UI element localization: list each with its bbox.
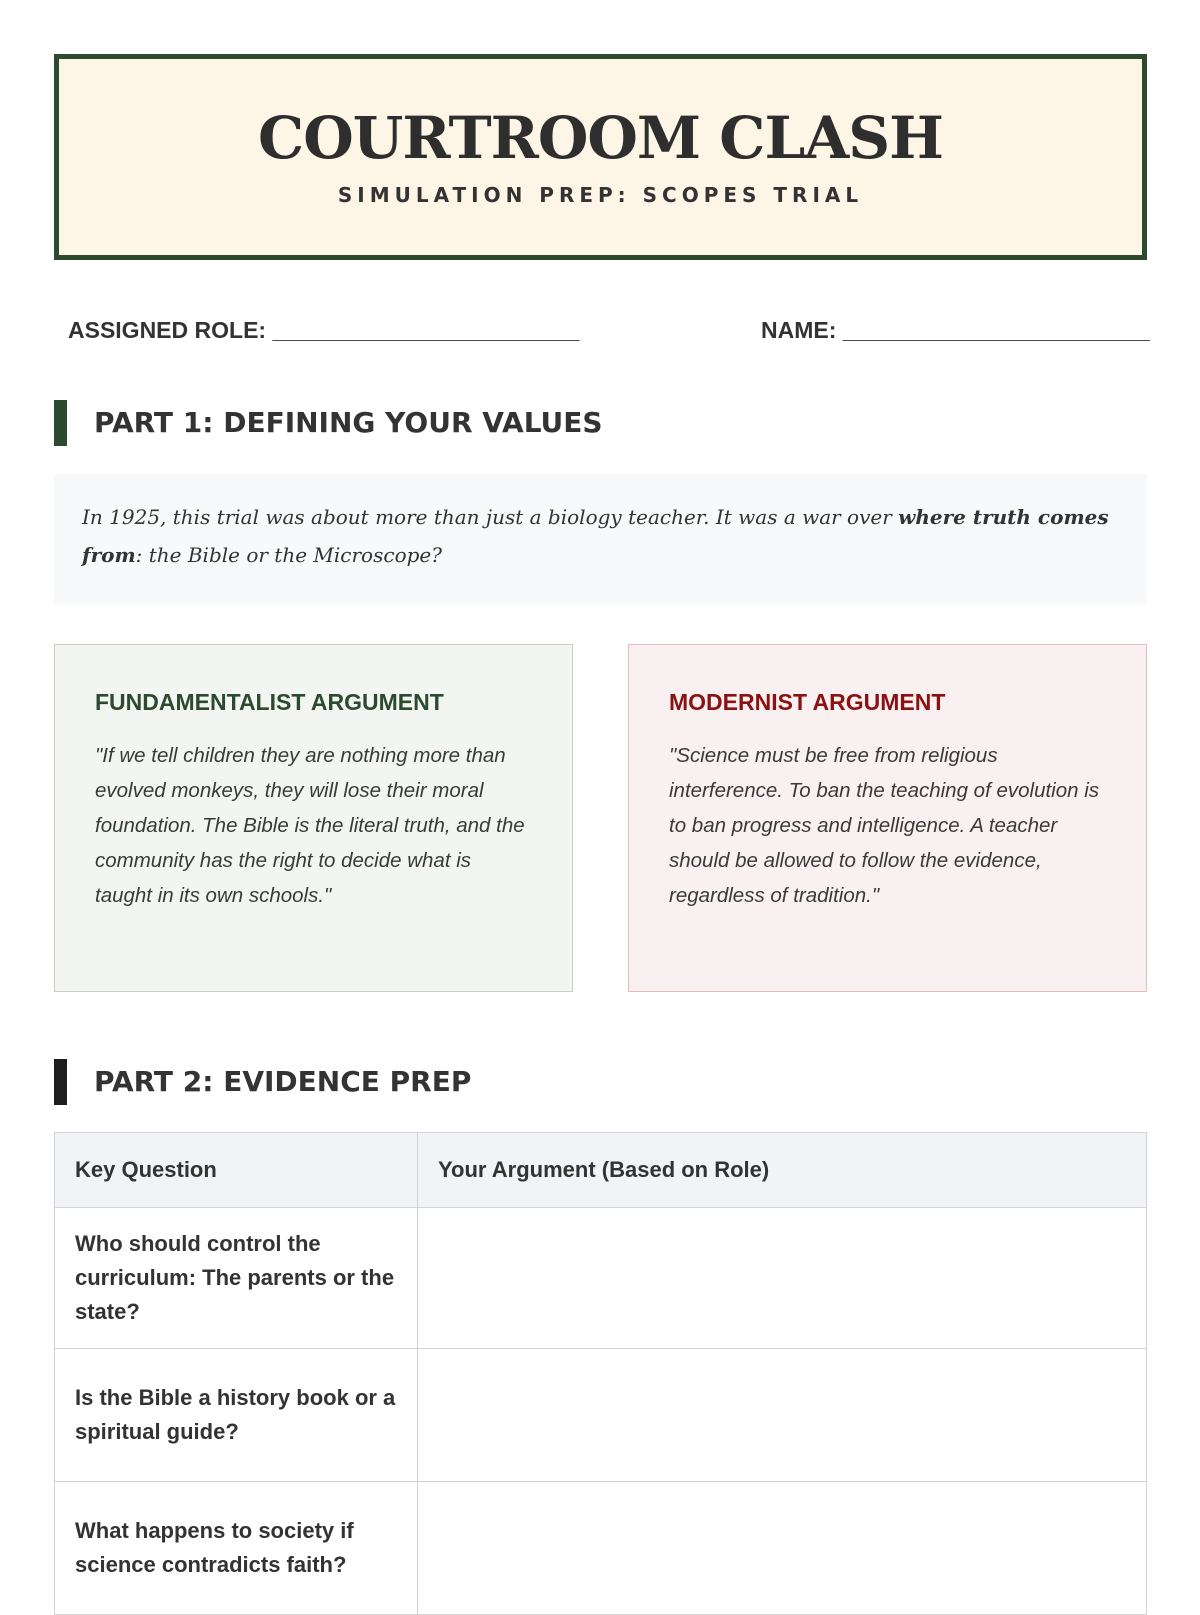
column-header-your-argument: Your Argument (Based on Role) [418,1133,1147,1208]
question-cell: Who should control the curriculum: The parents or the state? [55,1208,418,1349]
answer-cell[interactable] [418,1349,1147,1482]
assigned-role-field[interactable]: ASSIGNED ROLE: ________________________ [68,317,580,343]
answer-cell[interactable] [418,1208,1147,1349]
part1-accent-bar [54,400,67,446]
fundamentalist-argument-quote: "If we tell children they are nothing more than evolved monkeys, they will lose their moral foundation. The Bible is the literal truth, and the community has the right to decide what is taught in its own schools." [95,744,525,907]
intro-text-after: : the Bible or the Microscope? [135,543,442,567]
part1-heading [54,400,1147,446]
part1-intro [54,474,1147,604]
evidence-prep-table [54,1132,1147,1615]
part1-heading-text: PART 1: DEFINING YOUR VALUES [94,406,603,439]
question-cell: What happens to society if science contradicts faith? [55,1482,418,1615]
table-row [55,1208,1147,1349]
title-banner [54,54,1147,260]
intro-text-before: In 1925, this trial was about more than just a biology teacher. It was a war over [82,505,899,529]
table-row [55,1482,1147,1615]
modernist-argument-title: MODERNIST ARGUMENT [669,689,946,715]
part2-accent-bar [54,1059,67,1105]
fundamentalist-argument-card [54,644,573,992]
name-field[interactable]: NAME: ________________________ [761,317,1150,343]
part2-heading-text: PART 2: EVIDENCE PREP [94,1065,472,1098]
page-title: COURTROOM CLASH [258,104,943,172]
table-row [55,1349,1147,1482]
fundamentalist-argument-title: FUNDAMENTALIST ARGUMENT [95,689,444,715]
table-header-row [55,1133,1147,1208]
column-header-key-question: Key Question [55,1133,418,1208]
question-cell: Is the Bible a history book or a spiritual guide? [55,1349,418,1482]
answer-cell[interactable] [418,1482,1147,1615]
part2-heading [54,1059,1147,1105]
worksheet-page [54,54,1150,1577]
student-fields [68,317,1150,347]
page-subtitle: SIMULATION PREP: SCOPES TRIAL [337,183,864,207]
intro-text-bold: where truth comes from [82,505,1109,567]
modernist-argument-card [628,644,1147,992]
modernist-argument-quote: "Science must be free from religious interference. To ban the teaching of evolution is to ban progress and intelligence. A teacher should be allowed to follow the evidence, regardless of tradition." [669,744,1100,907]
